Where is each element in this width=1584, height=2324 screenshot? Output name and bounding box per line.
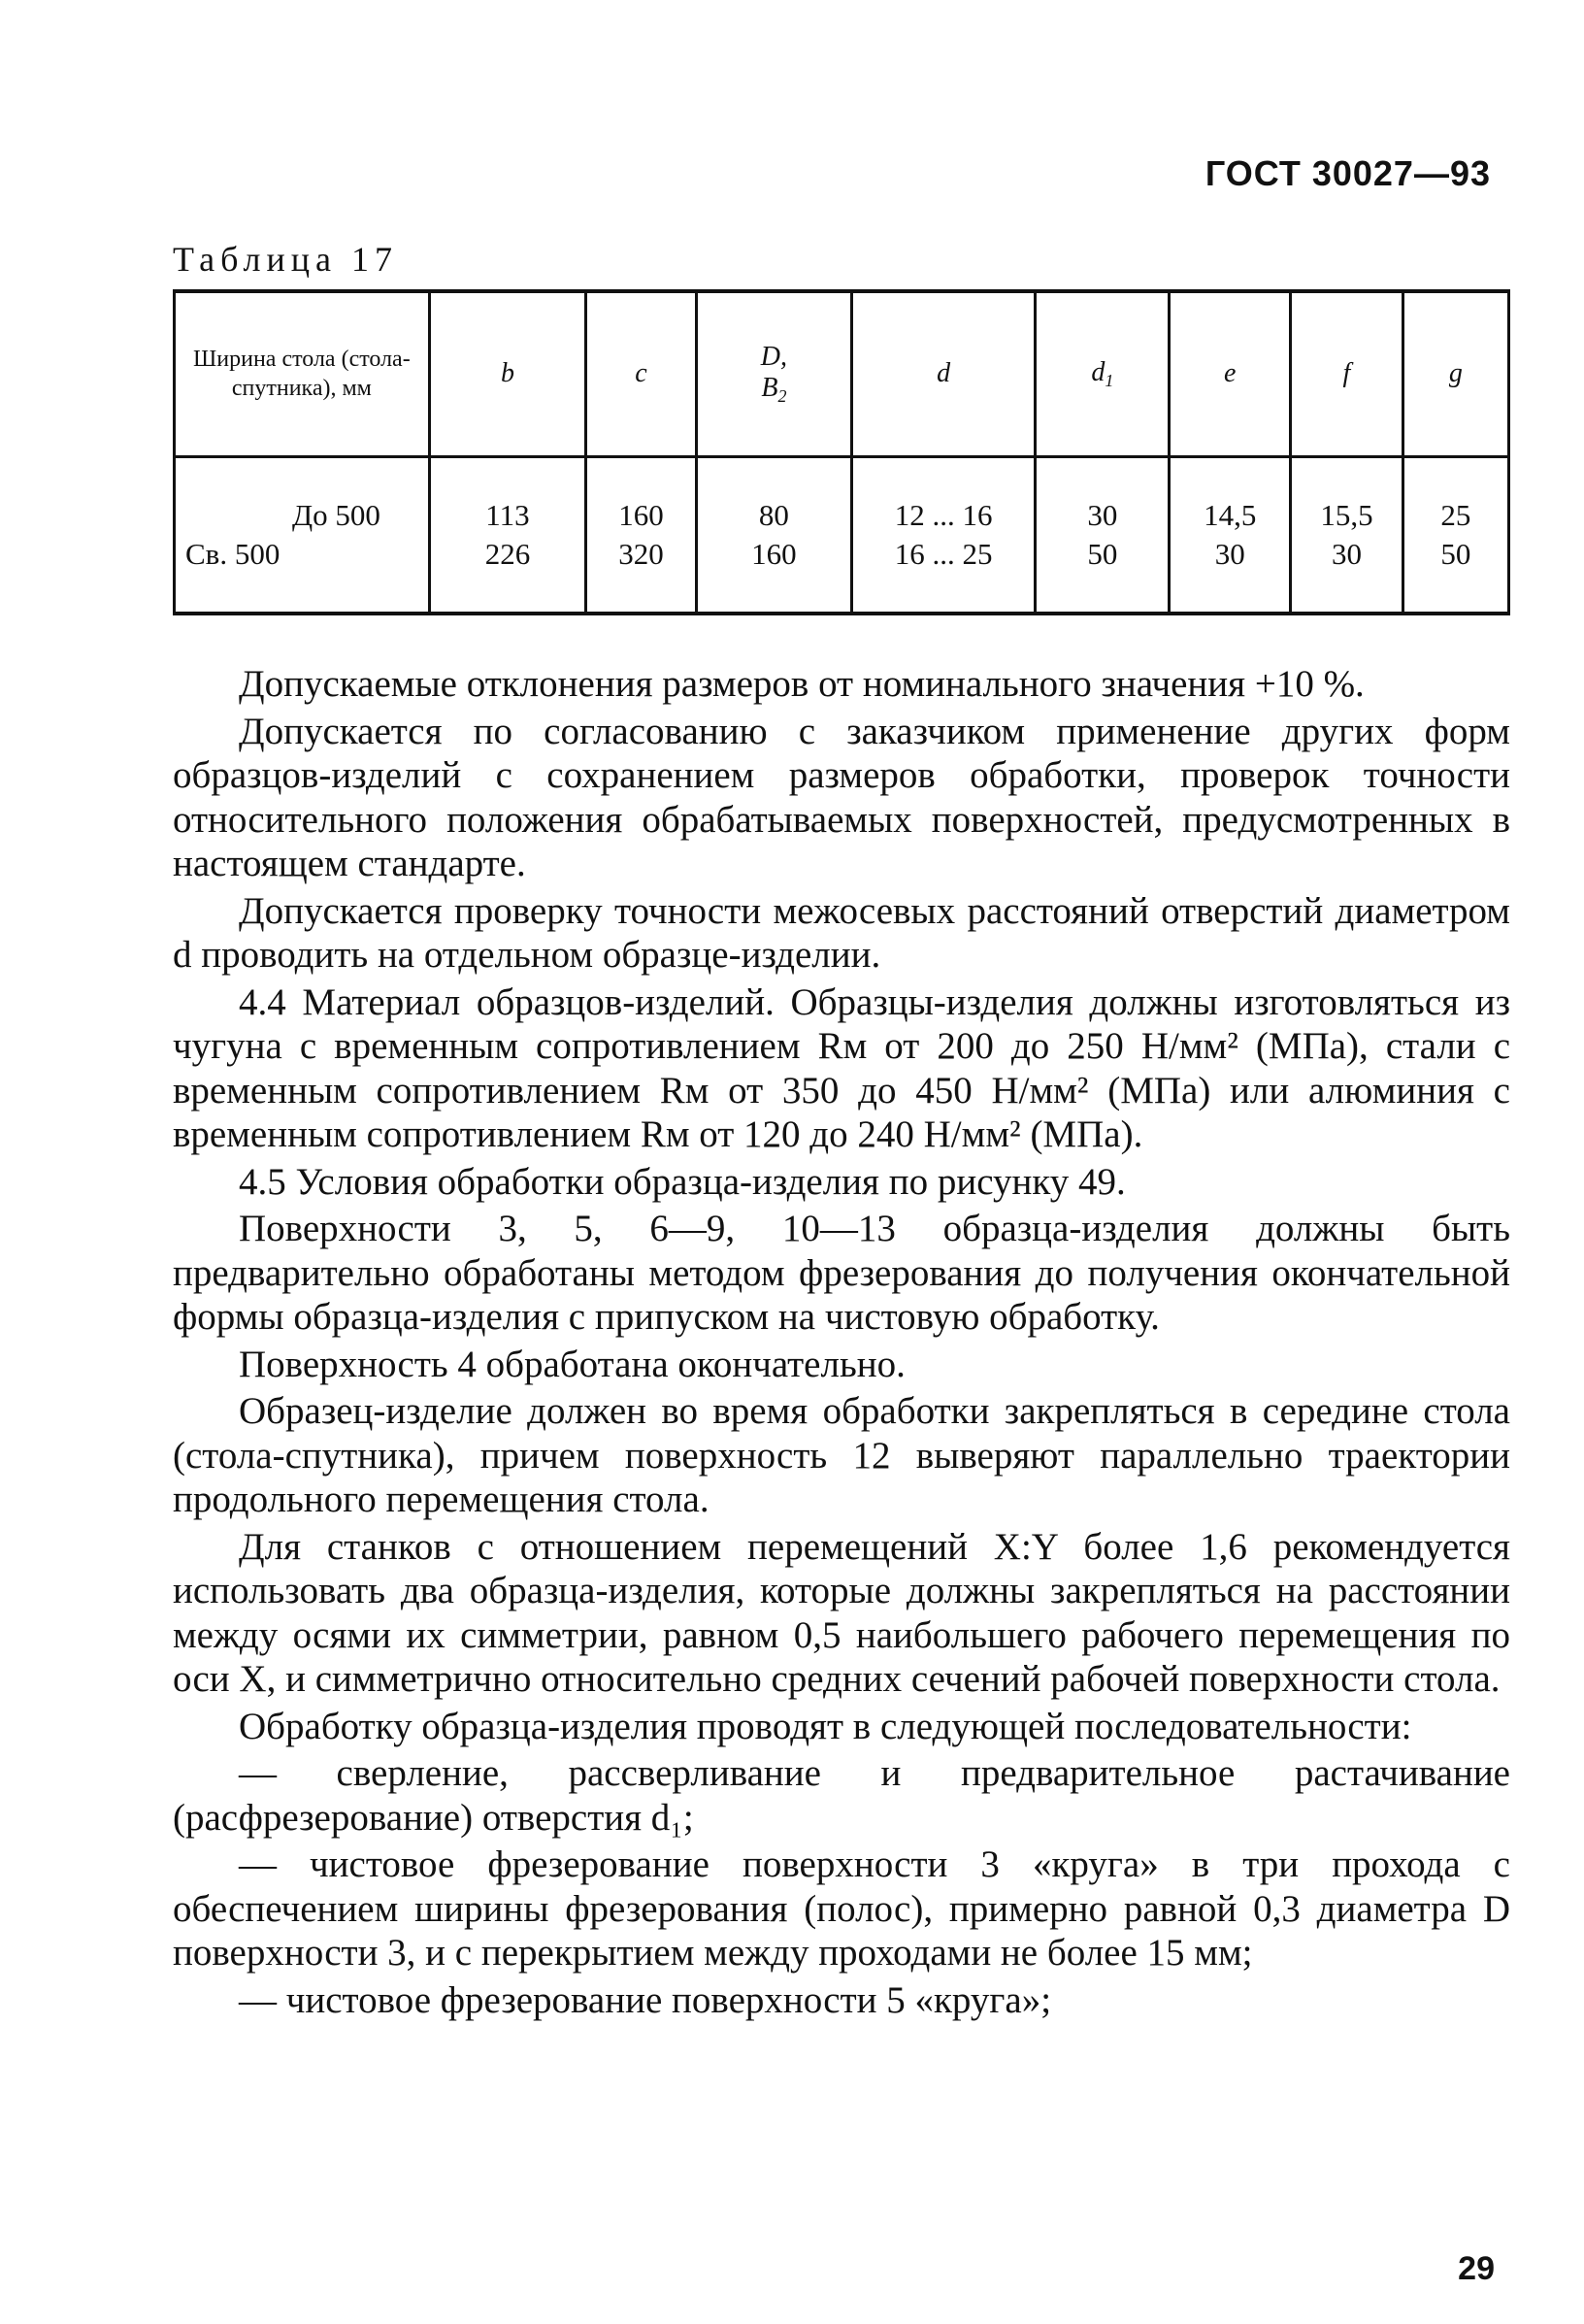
cell-g-1: 25 xyxy=(1440,497,1471,532)
cell-f-1: 15,5 xyxy=(1320,497,1373,532)
cell-e-2: 30 xyxy=(1214,536,1245,571)
page-number: 29 xyxy=(1458,2250,1495,2287)
cell-g-2: 50 xyxy=(1440,536,1471,571)
col-header-B-index: 2 xyxy=(777,385,787,406)
col-header-table-width: Ширина стола (стола-спутника), мм xyxy=(175,291,430,456)
table-row xyxy=(175,456,1509,614)
col-header-d1-index: 1 xyxy=(1105,370,1114,390)
cell-D xyxy=(696,456,851,614)
list-item-drilling: — сверление, рассверливание и предварительное растачивание (расфрезерование) отверстия d₁; xyxy=(173,1752,1510,1839)
cell-width-1: До 500 xyxy=(292,497,380,532)
cell-width-2: Св. 500 xyxy=(185,536,280,571)
paragraph-conditions: 4.5 Условия обработки образца-изделия по рисунку 49. xyxy=(239,1160,1126,1203)
paragraph-tolerance: Допускаемые отклонения размеров от номинального значения +10 %. xyxy=(239,663,1365,705)
paragraph-separate-sample: Допускается проверку точности межосевых расстояний отверстий диаметром d проводить на отдельном образце-изделии. xyxy=(173,889,1510,976)
cell-c xyxy=(586,456,697,614)
document-id: ГОСТ 30027—93 xyxy=(1204,153,1491,193)
col-header-d1-main: d xyxy=(1091,356,1106,387)
col-header-g: g xyxy=(1402,291,1508,456)
cell-c-1: 160 xyxy=(618,497,664,532)
col-header-d1 xyxy=(1036,291,1170,456)
list-item-surface-5: — чистовое фрезерование поверхности 5 «круга»; xyxy=(239,1978,1052,2021)
paragraph-fixing: Образец-изделие должен во время обработки закрепляться в середине стола (стола-спутника), причем поверхность 12 выверяют параллельно траектории продольного перемещения стола. xyxy=(173,1390,1510,1520)
table-caption: Таблица 17 xyxy=(173,240,398,279)
cell-b-2: 226 xyxy=(484,536,531,571)
cell-D-1: 80 xyxy=(758,497,789,532)
dimensions-table xyxy=(173,289,1510,615)
cell-d1-1: 30 xyxy=(1087,497,1118,532)
cell-e-1: 14,5 xyxy=(1204,497,1257,532)
cell-c-2: 320 xyxy=(618,536,664,571)
body-text xyxy=(173,662,1510,2025)
cell-d xyxy=(852,456,1036,614)
col-header-c: c xyxy=(586,291,697,456)
cell-d1 xyxy=(1036,456,1170,614)
cell-table-width xyxy=(175,456,430,614)
cell-b xyxy=(429,456,585,614)
paragraph-other-forms: Допускается по согласованию с заказчиком применение других форм образцов-изделий с сохранением размеров обработки, проверок точности относительного положения обрабатываемых поверхностей, предусмотренных в настоящем стандарте. xyxy=(173,710,1510,884)
cell-f-2: 30 xyxy=(1331,536,1362,571)
col-header-D-B2 xyxy=(696,291,851,456)
cell-e xyxy=(1170,456,1291,614)
paragraph-material: 4.4 Материал образцов-изделий. Образцы-изделия должны изготовляться из чугуна с временным сопротивлением Rм от 200 до 250 Н/мм² (МПа), стали с временным сопротивлением Rм от 350 до 450 Н/мм² (МПа) или алюминия с временным сопротивлением Rм от 120 до 240 Н/мм² (МПа). xyxy=(173,980,1510,1155)
paragraph-sequence: Обработку образца-изделия проводят в следующей последовательности: xyxy=(239,1705,1412,1747)
paragraph-two-samples: Для станков с отношением перемещений X:Y более 1,6 рекомендуется использовать два образца-изделия, которые должны закрепляться на расстоянии между осями их симметрии, равном 0,5 наибольшего рабочего перемещения по оси X, и симметрично относительно средних сечений рабочей поверхности стола. xyxy=(173,1525,1510,1700)
col-header-b: b xyxy=(429,291,585,456)
col-header-f: f xyxy=(1291,291,1403,456)
table-header-row xyxy=(175,291,1509,456)
cell-d-1: 12 ... 16 xyxy=(894,497,993,532)
cell-D-2: 160 xyxy=(751,536,797,571)
table-17 xyxy=(173,289,1510,615)
col-header-B-letter: B xyxy=(761,372,778,403)
col-header-D-main: D, xyxy=(760,341,787,372)
cell-g xyxy=(1402,456,1508,614)
cell-f xyxy=(1291,456,1403,614)
cell-d-2: 16 ... 25 xyxy=(894,536,993,571)
paragraph-surfaces: Поверхности 3, 5, 6—9, 10—13 образца-изделия должны быть предварительно обработаны методом фрезерования до получения окончательной формы образца-изделия с припуском на чистовую обработку. xyxy=(173,1208,1510,1338)
cell-d1-2: 50 xyxy=(1087,536,1118,571)
cell-b-1: 113 xyxy=(485,497,530,532)
col-header-d: d xyxy=(852,291,1036,456)
list-item-surface-3: — чистовое фрезерование поверхности 3 «круга» в три прохода с обеспечением ширины фрезерования (полос), примерно равной 0,3 диаметра D поверхности 3, и с перекрытием между проходами не более 15 мм; xyxy=(173,1843,1510,1974)
col-header-e: e xyxy=(1170,291,1291,456)
paragraph-surface-4: Поверхность 4 обработана окончательно. xyxy=(239,1343,906,1385)
